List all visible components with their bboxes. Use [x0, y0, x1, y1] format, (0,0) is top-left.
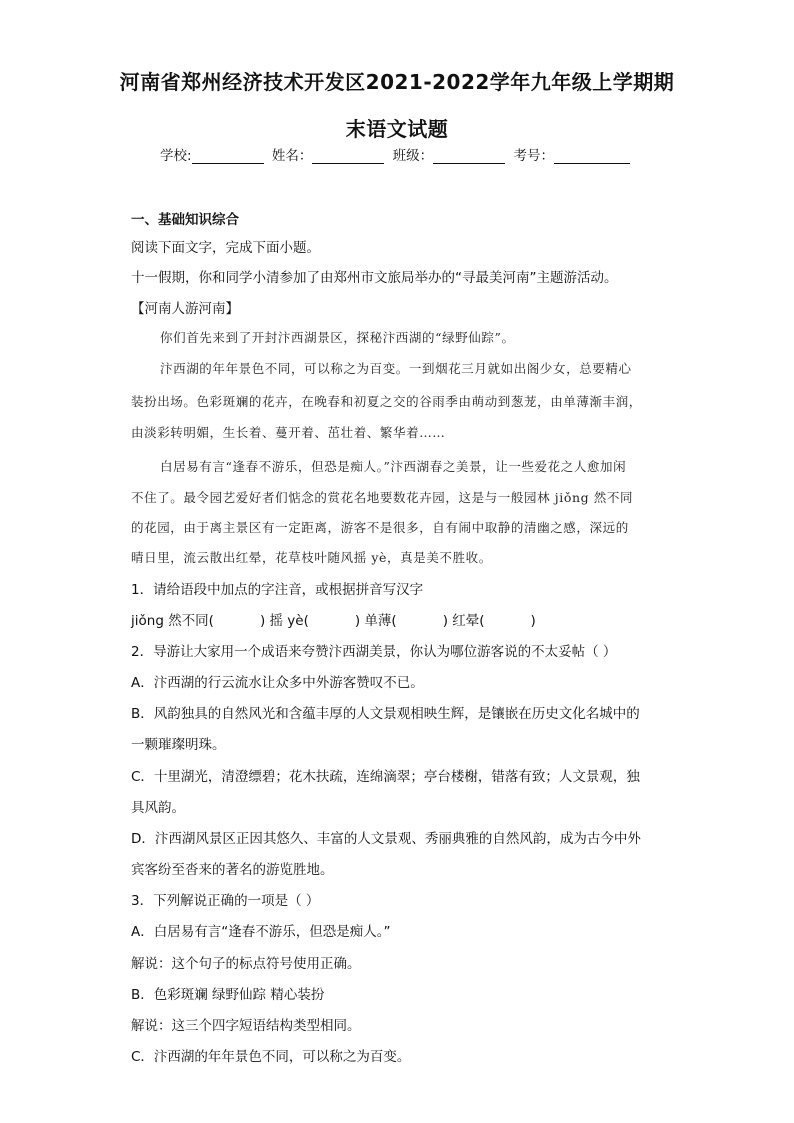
q2-option-d-cont: 宾客纷至沓来的著名的游览胜地。: [131, 862, 334, 878]
school-field[interactable]: [192, 149, 264, 164]
q1-item-jiong: jiǒng 然不同(: [131, 613, 214, 629]
q2-option-c: C．十里湖光，清澄缥碧；花木扶疏，连绵滴翠；亭台楼榭，错落有致；人文景观，独: [131, 769, 640, 785]
passage-line: 汴西湖的年年景色不同，可以称之为百变。一到烟花三月就如出阁少女，总要精心: [160, 361, 632, 376]
question-1-items: [131, 609, 536, 629]
q2-option-c-cont: 具风韵。: [131, 800, 185, 816]
q1-item-hongyun: ) 红晕(: [442, 613, 485, 629]
passage-subtitle: 【河南人游河南】: [131, 301, 239, 317]
page-title-line1: 河南省郑州经济技术开发区2021-2022学年九年级上学期期: [119, 70, 675, 94]
passage-line: 晴日里，流云散出红晕，花草枝叶随风摇 yè，真是美不胜收。: [131, 550, 492, 565]
q3-option-a-note: 解说：这个句子的标点符号使用正确。: [131, 956, 361, 972]
instruction-text: 阅读下面文字，完成下面小题。: [131, 240, 320, 256]
name-label: 姓名：: [271, 148, 313, 164]
passage-line: 由淡彩转明媚，生长着、蔓开着、茁壮着、繁华着……: [131, 425, 446, 440]
exam-no-field[interactable]: [554, 149, 630, 164]
class-field[interactable]: [433, 149, 505, 164]
q3-option-b: B．色彩斑斓 绿野仙踪 精心装扮: [131, 987, 325, 1003]
school-label: 学校:: [160, 148, 192, 164]
passage-line: 你们首先来到了开封汴西湖景区，探秘汴西湖的“绿野仙踪”。: [160, 330, 515, 345]
page-title-line2: 末语文试题: [345, 117, 449, 141]
q1-item-danbao: ) 单薄(: [354, 613, 397, 629]
passage-line: 装扮出场。色彩斑斓的花卉，在晚春和初夏之交的谷雨季由萌动到葱茏，由单薄渐丰润，: [131, 394, 642, 409]
q2-option-b: B．风韵独具的自然风光和含蕴丰厚的人文景观相映生辉，是镶嵌在历史文化名城中的: [131, 706, 640, 722]
q3-option-a: A．白居易有言“逢春不游乐，但恐是痴人。”: [131, 924, 391, 940]
class-label: 班级：: [392, 148, 434, 164]
q2-option-b-cont: 一颗璀璨明珠。: [131, 737, 226, 753]
passage-line: 的花园，由于离主景区有一定距离，游客不是很多，自有闹中取静的清幽之感，深远的: [131, 520, 629, 535]
intro-text: 十一假期，你和同学小清参加了由郑州市文旅局举办的“寻最美河南”主题游活动。: [131, 270, 618, 286]
passage-line: 不住了。最令园艺爱好者们惦念的赏花名地要数花卉园，这是与一般园林 jiǒng 然不同: [131, 490, 634, 505]
student-info-row: [0, 144, 794, 164]
passage-line: 白居易有言“逢春不游乐，但恐是痴人。”汴西湖春之美景，让一些爱花之人愈加闲: [160, 459, 627, 474]
question-3: 3．下列解说正确的一项是（ ）: [131, 893, 320, 909]
section-heading: 一、基础知识综合: [131, 212, 239, 228]
q3-option-b-note: 解说：这三个四字短语结构类型相同。: [131, 1018, 361, 1034]
q1-item-close: ): [530, 613, 536, 629]
name-field[interactable]: [312, 149, 384, 164]
q3-option-c: C．汴西湖的年年景色不同，可以称之为百变。: [131, 1049, 411, 1065]
exam-no-label: 考号：: [513, 148, 554, 164]
q2-option-d: D．汴西湖风景区正因其悠久、丰富的人文景观、秀丽典雅的自然风韵，成为古今中外: [131, 831, 641, 847]
question-2: 2．导游让大家用一个成语来夸赞汴西湖美景，你认为哪位游客说的不太妥帖（ ）: [131, 644, 617, 660]
q2-option-a: A．汴西湖的行云流水让众多中外游客赞叹不已。: [131, 675, 424, 691]
question-1: 1．请给语段中加点的字注音，或根据拼音写汉字: [131, 582, 424, 598]
q1-item-yao: ) 摇 yè(: [259, 613, 309, 629]
